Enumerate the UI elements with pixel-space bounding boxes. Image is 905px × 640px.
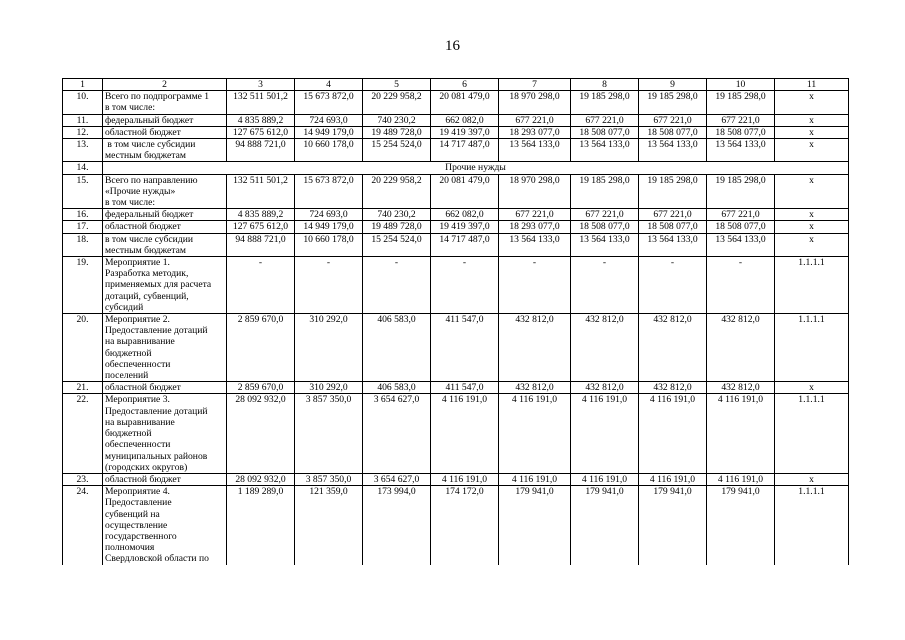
row-number: 14. — [63, 162, 103, 174]
row-number: 13. — [63, 139, 103, 162]
description-line: «Прочие нужды» — [105, 185, 176, 197]
amount-cell: - — [431, 257, 499, 314]
amount-cell: 18 508 077,0 — [639, 221, 707, 233]
row-number: 12. — [63, 126, 103, 138]
amount-cell: - — [571, 257, 639, 314]
row-number: 20. — [63, 314, 103, 382]
col-header: 3 — [227, 79, 295, 91]
col-header: 11 — [775, 79, 849, 91]
row-number: 23. — [63, 473, 103, 485]
section-row — [63, 162, 849, 174]
description-line: областной бюджет — [105, 221, 181, 233]
row-description — [103, 473, 227, 485]
amount-cell: 20 229 958,2 — [363, 91, 431, 114]
amount-cell: 4 116 191,0 — [707, 473, 775, 485]
amount-cell: 3 857 350,0 — [295, 394, 363, 473]
amount-cell: 28 092 932,0 — [227, 394, 295, 473]
description-line: Мероприятие 3. — [105, 394, 170, 406]
row-description — [103, 139, 227, 162]
description-line: поселений — [105, 370, 149, 382]
amount-cell: 19 185 298,0 — [571, 174, 639, 209]
description-line: Мероприятие 2. — [105, 314, 170, 326]
amount-cell: 127 675 612,0 — [227, 221, 295, 233]
description-line: государственного — [105, 530, 177, 542]
amount-cell: 4 116 191,0 — [499, 394, 571, 473]
amount-cell: 10 660 178,0 — [295, 139, 363, 162]
amount-cell: - — [499, 257, 571, 314]
row-description — [103, 486, 227, 565]
col-header: 2 — [103, 79, 227, 91]
target-code: x — [775, 382, 849, 394]
table-row — [63, 394, 849, 473]
table-row — [63, 257, 849, 314]
amount-cell: 432 812,0 — [639, 314, 707, 382]
amount-cell: 406 583,0 — [363, 314, 431, 382]
amount-cell: 4 116 191,0 — [431, 394, 499, 473]
target-code: x — [775, 221, 849, 233]
description-line: федеральный бюджет — [105, 114, 194, 126]
amount-cell: 19 185 298,0 — [571, 91, 639, 114]
amount-cell: 173 994,0 — [363, 486, 431, 565]
description-line: местным бюджетам — [105, 244, 186, 256]
amount-cell: 411 547,0 — [431, 314, 499, 382]
description-line: применяемых для расчета — [105, 279, 212, 291]
amount-cell: 14 949 179,0 — [295, 126, 363, 138]
amount-cell: 13 564 133,0 — [499, 139, 571, 162]
amount-cell: 432 812,0 — [571, 314, 639, 382]
amount-cell: 4 835 889,2 — [227, 114, 295, 126]
amount-cell: 2 859 670,0 — [227, 382, 295, 394]
table-row — [63, 91, 849, 114]
description-line: обеспеченности — [105, 358, 171, 370]
description-line: Предоставление дотаций — [105, 325, 208, 337]
description-line: Разработка методик, — [105, 268, 189, 280]
amount-cell: 14 949 179,0 — [295, 221, 363, 233]
amount-cell: 18 508 077,0 — [571, 221, 639, 233]
row-description — [103, 114, 227, 126]
target-code: x — [775, 91, 849, 114]
description-line: местным бюджетам — [105, 150, 186, 162]
amount-cell: 724 693,0 — [295, 209, 363, 221]
amount-cell: 13 564 133,0 — [571, 233, 639, 256]
description-line: областной бюджет — [105, 126, 181, 138]
amount-cell: 432 812,0 — [707, 314, 775, 382]
target-code: 1.1.1.1 — [775, 257, 849, 314]
page-number: 16 — [445, 38, 460, 54]
row-number: 21. — [63, 382, 103, 394]
amount-cell: 179 941,0 — [707, 486, 775, 565]
amount-cell: 677 221,0 — [639, 209, 707, 221]
row-description — [103, 382, 227, 394]
amount-cell: 4 835 889,2 — [227, 209, 295, 221]
table-row — [63, 486, 849, 565]
amount-cell: 13 564 133,0 — [707, 139, 775, 162]
amount-cell: 1 189 289,0 — [227, 486, 295, 565]
amount-cell: 432 812,0 — [499, 314, 571, 382]
amount-cell: 15 673 872,0 — [295, 91, 363, 114]
amount-cell: 662 082,0 — [431, 209, 499, 221]
amount-cell: 94 888 721,0 — [227, 139, 295, 162]
amount-cell: 179 941,0 — [639, 486, 707, 565]
amount-cell: 13 564 133,0 — [639, 233, 707, 256]
amount-cell: 18 970 298,0 — [499, 174, 571, 209]
target-code: x — [775, 139, 849, 162]
table-row — [63, 382, 849, 394]
description-line: областной бюджет — [105, 473, 181, 485]
amount-cell: 724 693,0 — [295, 114, 363, 126]
amount-cell: 19 185 298,0 — [639, 174, 707, 209]
description-line: Предоставление — [105, 497, 172, 509]
description-line: в том числе субсидии — [105, 139, 196, 151]
description-line: в том числе субсидии — [105, 233, 193, 245]
amount-cell: 18 508 077,0 — [707, 126, 775, 138]
col-header: 6 — [431, 79, 499, 91]
description-line: обеспеченности — [105, 439, 171, 451]
row-number: 15. — [63, 174, 103, 209]
description-line: дотаций, субвенций, — [105, 290, 189, 302]
amount-cell: 677 221,0 — [639, 114, 707, 126]
amount-cell: 677 221,0 — [571, 114, 639, 126]
target-code: x — [775, 174, 849, 209]
description-line: в том числе: — [105, 102, 156, 114]
amount-cell: 2 859 670,0 — [227, 314, 295, 382]
amount-cell: 13 564 133,0 — [639, 139, 707, 162]
amount-cell: 179 941,0 — [571, 486, 639, 565]
amount-cell: 4 116 191,0 — [499, 473, 571, 485]
target-code: x — [775, 233, 849, 256]
target-code: x — [775, 114, 849, 126]
amount-cell: 677 221,0 — [499, 209, 571, 221]
amount-cell: - — [227, 257, 295, 314]
row-description — [103, 126, 227, 138]
description-line: бюджетной — [105, 428, 152, 440]
row-number: 24. — [63, 486, 103, 565]
amount-cell: 18 293 077,0 — [499, 221, 571, 233]
amount-cell: 15 254 524,0 — [363, 233, 431, 256]
description-line: полномочия — [105, 542, 155, 554]
table-row — [63, 314, 849, 382]
amount-cell: 3 654 627,0 — [363, 473, 431, 485]
amount-cell: 310 292,0 — [295, 314, 363, 382]
amount-cell: - — [363, 257, 431, 314]
amount-cell: 18 508 077,0 — [707, 221, 775, 233]
table-row — [63, 139, 849, 162]
col-header: 9 — [639, 79, 707, 91]
row-description — [103, 314, 227, 382]
amount-cell: 19 185 298,0 — [639, 91, 707, 114]
table-row — [63, 473, 849, 485]
target-code: x — [775, 473, 849, 485]
amount-cell: 4 116 191,0 — [707, 394, 775, 473]
amount-cell: 14 717 487,0 — [431, 139, 499, 162]
amount-cell: - — [639, 257, 707, 314]
target-code: x — [775, 209, 849, 221]
amount-cell: - — [295, 257, 363, 314]
amount-cell: 179 941,0 — [499, 486, 571, 565]
amount-cell: 127 675 612,0 — [227, 126, 295, 138]
amount-cell: 740 230,2 — [363, 209, 431, 221]
target-code: x — [775, 126, 849, 138]
amount-cell: 406 583,0 — [363, 382, 431, 394]
amount-cell: 132 511 501,2 — [227, 174, 295, 209]
budget-table — [62, 78, 849, 565]
amount-cell: 94 888 721,0 — [227, 233, 295, 256]
amount-cell: 121 359,0 — [295, 486, 363, 565]
amount-cell: 18 293 077,0 — [499, 126, 571, 138]
row-description — [103, 174, 227, 209]
amount-cell: 677 221,0 — [499, 114, 571, 126]
row-description — [103, 209, 227, 221]
description-line: муниципальных районов — [105, 450, 208, 462]
description-line: на выравнивание — [105, 416, 175, 428]
description-line: субсидий — [105, 301, 144, 313]
description-line: (городских округов) — [105, 461, 188, 473]
amount-cell: 19 419 397,0 — [431, 126, 499, 138]
amount-cell: 10 660 178,0 — [295, 233, 363, 256]
description-line: Мероприятие 1. — [105, 257, 170, 269]
amount-cell: 132 511 501,2 — [227, 91, 295, 114]
amount-cell: 15 673 872,0 — [295, 174, 363, 209]
amount-cell: 19 185 298,0 — [707, 91, 775, 114]
header-row — [63, 79, 849, 91]
amount-cell: 432 812,0 — [639, 382, 707, 394]
row-description — [103, 221, 227, 233]
amount-cell: 14 717 487,0 — [431, 233, 499, 256]
description-line: федеральный бюджет — [105, 209, 194, 221]
amount-cell: 18 508 077,0 — [571, 126, 639, 138]
table-row — [63, 221, 849, 233]
amount-cell: 15 254 524,0 — [363, 139, 431, 162]
col-header: 5 — [363, 79, 431, 91]
amount-cell: 28 092 932,0 — [227, 473, 295, 485]
table-body — [63, 91, 849, 565]
amount-cell: 19 185 298,0 — [707, 174, 775, 209]
description-line: Всего по подпрограмме 1 — [105, 91, 210, 103]
col-header: 10 — [707, 79, 775, 91]
table-row — [63, 233, 849, 256]
target-code: 1.1.1.1 — [775, 394, 849, 473]
row-number: 17. — [63, 221, 103, 233]
amount-cell: - — [707, 257, 775, 314]
amount-cell: 411 547,0 — [431, 382, 499, 394]
amount-cell: 13 564 133,0 — [707, 233, 775, 256]
row-description — [103, 257, 227, 314]
amount-cell: 3 857 350,0 — [295, 473, 363, 485]
description-line: Мероприятие 4. — [105, 486, 170, 498]
description-line: Предоставление дотаций — [105, 405, 208, 417]
amount-cell: 677 221,0 — [571, 209, 639, 221]
col-header: 7 — [499, 79, 571, 91]
section-title: Прочие нужды — [103, 162, 849, 174]
amount-cell: 3 654 627,0 — [363, 394, 431, 473]
row-number: 16. — [63, 209, 103, 221]
amount-cell: 13 564 133,0 — [499, 233, 571, 256]
description-line: субвенций на — [105, 508, 160, 520]
amount-cell: 20 081 479,0 — [431, 91, 499, 114]
amount-cell: 19 419 397,0 — [431, 221, 499, 233]
table-row — [63, 209, 849, 221]
table-row — [63, 126, 849, 138]
amount-cell: 677 221,0 — [707, 114, 775, 126]
amount-cell: 677 221,0 — [707, 209, 775, 221]
target-code: 1.1.1.1 — [775, 486, 849, 565]
amount-cell: 432 812,0 — [571, 382, 639, 394]
row-number: 11. — [63, 114, 103, 126]
row-description — [103, 91, 227, 114]
amount-cell: 432 812,0 — [499, 382, 571, 394]
description-line: на выравнивание — [105, 336, 175, 348]
row-number: 18. — [63, 233, 103, 256]
amount-cell: 20 229 958,2 — [363, 174, 431, 209]
description-line: Всего по направлению — [105, 174, 198, 186]
description-line: осуществление — [105, 519, 168, 531]
table-row — [63, 174, 849, 209]
description-line: Свердловской области по — [105, 553, 209, 565]
amount-cell: 4 116 191,0 — [571, 473, 639, 485]
amount-cell: 4 116 191,0 — [639, 394, 707, 473]
amount-cell: 18 970 298,0 — [499, 91, 571, 114]
table-row — [63, 114, 849, 126]
amount-cell: 4 116 191,0 — [431, 473, 499, 485]
amount-cell: 19 489 728,0 — [363, 221, 431, 233]
col-header: 4 — [295, 79, 363, 91]
description-line: в том числе: — [105, 197, 156, 209]
amount-cell: 432 812,0 — [707, 382, 775, 394]
amount-cell: 174 172,0 — [431, 486, 499, 565]
description-line: бюджетной — [105, 347, 152, 359]
row-number: 22. — [63, 394, 103, 473]
col-header: 1 — [63, 79, 103, 91]
row-number: 19. — [63, 257, 103, 314]
target-code: 1.1.1.1 — [775, 314, 849, 382]
amount-cell: 4 116 191,0 — [571, 394, 639, 473]
amount-cell: 4 116 191,0 — [639, 473, 707, 485]
col-header: 8 — [571, 79, 639, 91]
description-line: областной бюджет — [105, 382, 181, 394]
amount-cell: 13 564 133,0 — [571, 139, 639, 162]
amount-cell: 20 081 479,0 — [431, 174, 499, 209]
amount-cell: 18 508 077,0 — [639, 126, 707, 138]
amount-cell: 310 292,0 — [295, 382, 363, 394]
row-description — [103, 233, 227, 256]
amount-cell: 662 082,0 — [431, 114, 499, 126]
row-number: 10. — [63, 91, 103, 114]
amount-cell: 740 230,2 — [363, 114, 431, 126]
row-description — [103, 394, 227, 473]
amount-cell: 19 489 728,0 — [363, 126, 431, 138]
